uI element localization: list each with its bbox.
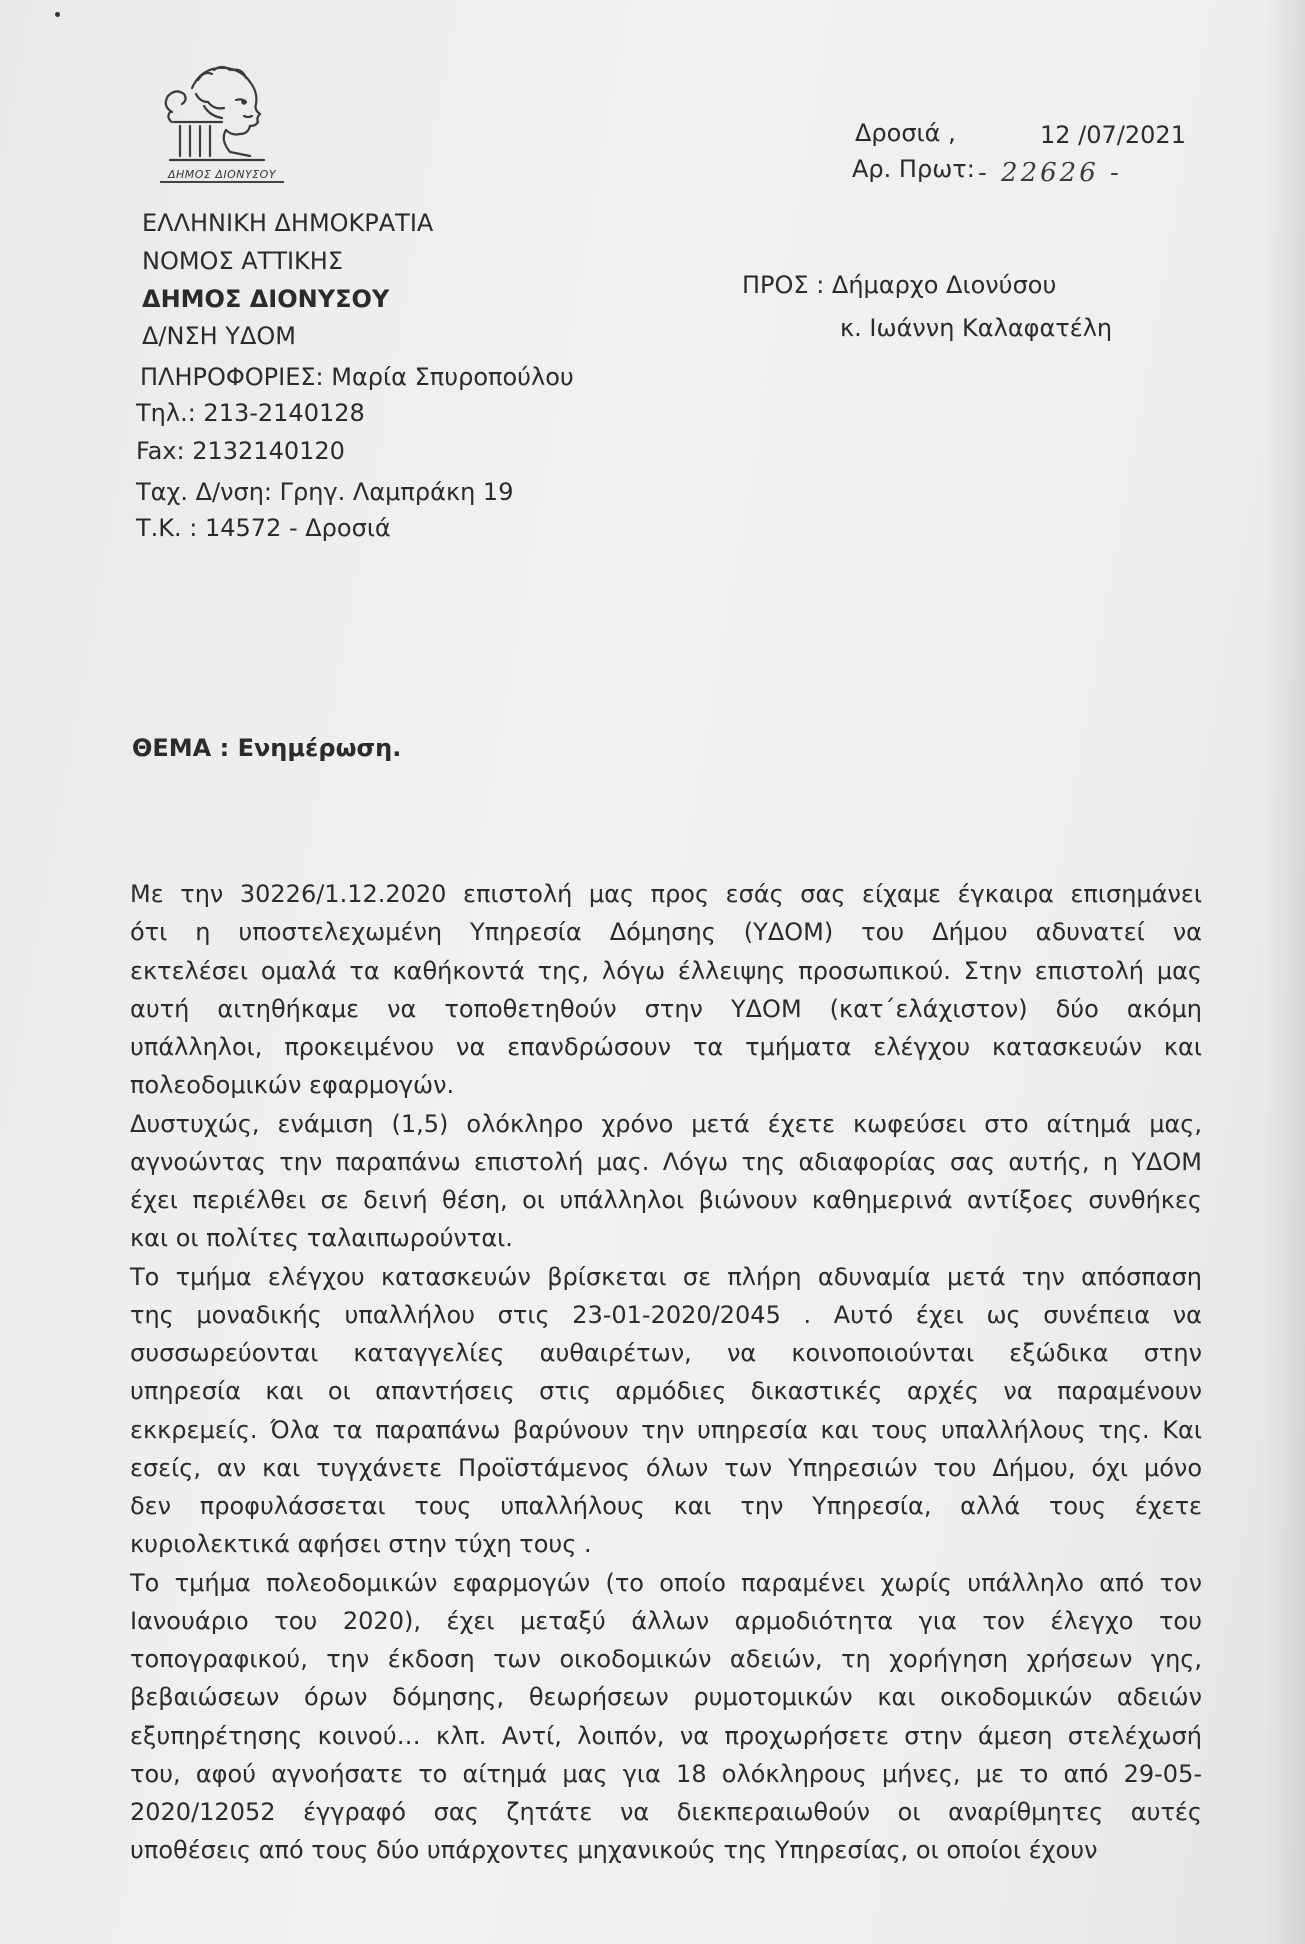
logo-caption: ΔΗΜΟΣ ΔΙΟΝΥΣΟΥ (160, 168, 284, 183)
body-line: συσσωρεύονται καταγγελίες αυθαιρέτων, να κοινοποιούνται εξώδικα στην (130, 1339, 1202, 1367)
letter-body (130, 875, 1202, 1870)
sender-address: Ταχ. Δ/νση: Γρηγ. Λαμπράκη 19 (136, 478, 514, 506)
protocol-label: Αρ. Πρωτ: (852, 155, 975, 183)
sender-contact-person: ΠΛΗΡΟΦΟΡΙΕΣ: Μαρία Σπυροπούλου (140, 363, 574, 391)
protocol-number-handwritten: - 22626 - (978, 158, 1122, 188)
sender-department: Δ/ΝΣΗ ΥΔΟΜ (142, 322, 296, 350)
body-line: 2020/12052 έγγραφό σας ζητάτε να διεκπεραιωθούν οι αναρίθμητες αυτές (130, 1798, 1202, 1826)
body-line: και οι πολίτες ταλαιπωρούνται. (130, 1224, 513, 1253)
body-line: εκτελέσει ομαλά τα καθήκοντά της, λόγω έλλειψης προσωπικού. Στην επιστολή μας (130, 956, 1202, 985)
body-line: υπάλληλοι, προκειμένου να επανδρώσουν τα τμήματα ελέγχου κατασκευών και (130, 1033, 1202, 1061)
body-line: αυτή αιτηθήκαμε να τοποθετηθούν στην ΥΔΟΜ (κατ΄ελάχιστον) δύο ακόμη (130, 994, 1202, 1023)
date-place: Δροσιά , (855, 119, 956, 147)
body-line: Δυστυχώς, ενάμιση (1,5) ολόκληρο χρόνο μετά έχετε κωφεύσει στο αίτημά μας, (130, 1109, 1202, 1138)
sender-prefecture: ΝΟΜΟΣ ΑΤΤΙΚΗΣ (142, 247, 343, 275)
paper-mark (55, 12, 60, 17)
body-line: Το τμήμα ελέγχου κατασκευών βρίσκεται σε πλήρη αδυναμία μετά την απόσπαση (130, 1262, 1202, 1291)
body-line: Το τμήμα πολεοδομικών εφαρμογών (το οποίο παραμένει χωρίς υπάλληλο από τον (130, 1568, 1202, 1597)
sender-phone: Τηλ.: 213-2140128 (136, 399, 365, 427)
municipality-logo (152, 60, 292, 190)
recipient-line-1: ΠΡΟΣ : Δήμαρχο Διονύσου (742, 271, 1057, 299)
body-line: βεβαιώσεων όρων δόμησης, θεωρήσεων ρυμοτομικών και οικοδομικών αδειών (130, 1683, 1202, 1712)
body-line: αγνοώντας την παραπάνω επιστολή μας. Λόγω της αδιαφορίας σας αυτής, η ΥΔΟΜ (130, 1147, 1202, 1176)
body-line: Με την 30226/1.12.2020 επιστολή μας προς εσάς σας είχαμε έγκαιρα επισημάνει (130, 880, 1202, 908)
body-line: του, αφού αγνοήσατε το αίτημά μας για 18 ολόκληρους μήνες, με το από 29-05- (130, 1759, 1202, 1788)
body-line: κυριολεκτικά αφήσει στην τύχη τους . (130, 1530, 592, 1559)
body-line: έχει περιέλθει σε δεινή θέση, οι υπάλληλοι βιώνουν καθημερινά αντίξοες συνθήκες (130, 1186, 1202, 1214)
page-edge-shadow (1265, 0, 1305, 1944)
body-line: πολεοδομικών εφαρμογών. (130, 1071, 455, 1100)
body-line: Ιανουάριο του 2020), έχει μεταξύ άλλων αρμοδιότητα για τον έλεγχο του (130, 1606, 1202, 1635)
body-line: υποθέσεις από τους δύο υπάρχοντες μηχανικούς της Υπηρεσίας, οι οποίοι έχουν (130, 1836, 1098, 1865)
subject-line: ΘΕΜΑ : Ενημέρωση. (132, 734, 402, 762)
body-line: εκκρεμείς. Όλα τα παραπάνω βαρύνουν την υπηρεσία και τους υπαλλήλους της. Και (130, 1415, 1202, 1444)
body-line: τοπογραφικού, την έκδοση των οικοδομικών αδειών, τη χορήγηση χρήσεων γης, (130, 1645, 1202, 1673)
sender-country: ΕΛΛΗΝΙΚΗ ΔΗΜΟΚΡΑΤΙΑ (142, 209, 434, 237)
body-line: υπηρεσία και οι απαντήσεις στις αρμόδιες δικαστικές αρχές να παραμένουν (130, 1377, 1202, 1406)
sender-fax: Fax: 2132140120 (136, 437, 345, 465)
dionysus-head-column-icon (152, 60, 292, 172)
body-line: της μοναδικής υπαλλήλου στις 23-01-2020/2045 . Αυτό έχει ως συνέπεια να (130, 1300, 1202, 1329)
recipient-line-2: κ. Ιωάννη Καλαφατέλη (840, 314, 1113, 342)
sender-postal-code: Τ.Κ. : 14572 - Δροσιά (136, 514, 391, 542)
body-line: δεν προφυλάσσεται τους υπαλλήλους και την Υπηρεσία, αλλά τους έχετε (130, 1492, 1202, 1520)
body-line: ότι η υποστελεχωμένη Υπηρεσία Δόμησης (ΥΔΟΜ) του Δήμου αδυνατεί να (130, 918, 1202, 947)
body-line: εξυπηρέτησης κοινού… κλπ. Αντί, λοιπόν, να προχωρήσετε στην άμεση στελέχωσή (130, 1721, 1202, 1750)
date-value: 12 /07/2021 (1040, 121, 1186, 149)
body-line: εσείς, αν και τυγχάνετε Προϊστάμενος όλων των Υπηρεσιών του Δήμου, όχι μόνο (130, 1453, 1202, 1482)
sender-municipality: ΔΗΜΟΣ ΔΙΟΝΥΣΟΥ (142, 285, 390, 313)
